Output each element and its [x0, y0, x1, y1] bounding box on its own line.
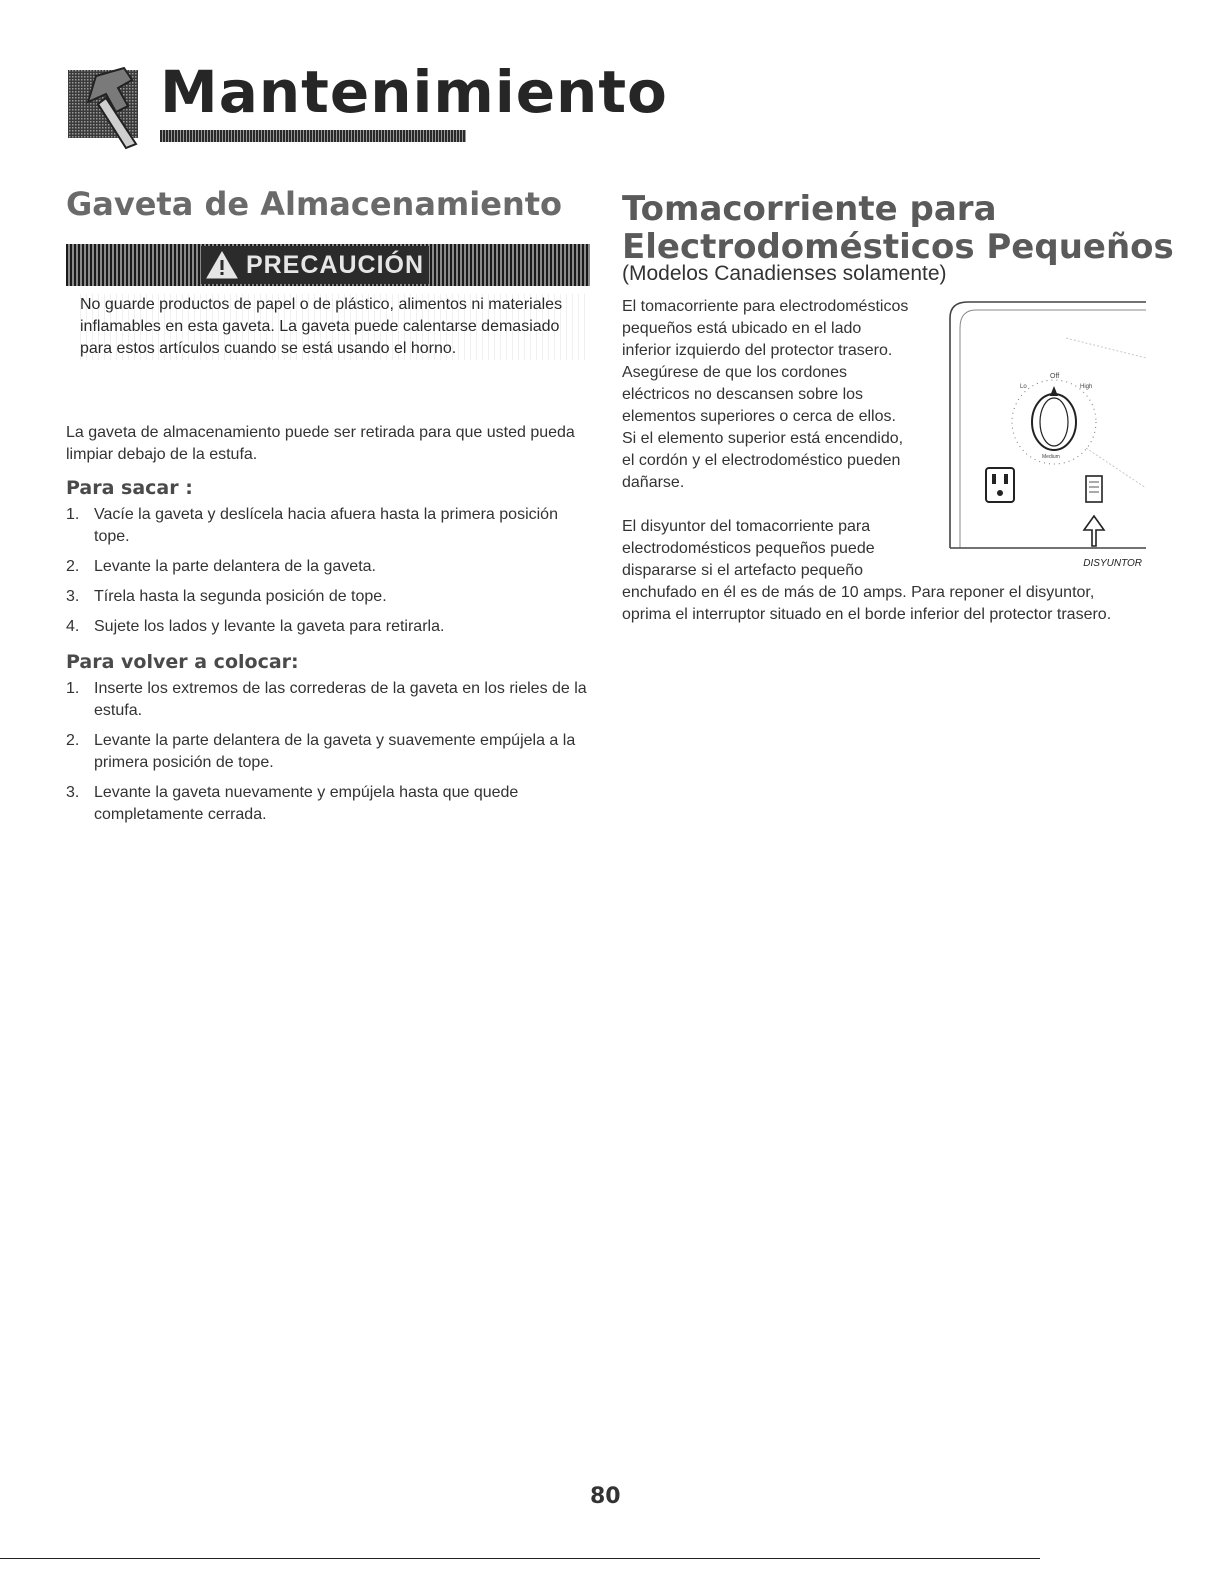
figure-caption: DISYUNTOR — [1083, 558, 1142, 569]
outlet-paragraph-2: El disyuntor del tomacorriente para electrodomésticos pequeños puede dispararse si el artefacto pequeño — [622, 518, 875, 579]
knob-label-medium: Medium — [1042, 454, 1060, 460]
breaker-figure — [946, 298, 1148, 578]
caution-text: No guarde productos de papel o de plástico, alimentos ni materiales inflamables en esta gaveta. La gaveta puede calentarse demasiado para estos artículos cuando se está usando el horno. — [80, 294, 590, 360]
section-subtitle: (Modelos Canadienses solamente) — [622, 262, 947, 285]
page-title: Mantenimiento — [160, 58, 668, 126]
section-title-line-2: Electrodomésticos Pequeños — [622, 227, 1174, 267]
remove-heading: Para sacar : — [66, 477, 193, 499]
arrow-up-icon — [1084, 516, 1104, 546]
outlet-icon — [986, 468, 1014, 502]
caution-banner — [66, 244, 590, 286]
caution-label: PRECAUCIÓN — [245, 250, 425, 279]
list-item: 3. Levante la gaveta nuevamente y empújela hasta que quede completamente cerrada. — [66, 784, 519, 823]
list-item: 3. Tírela hasta la segunda posición de tope. — [66, 588, 387, 605]
knob-label-off: Off — [1050, 373, 1060, 380]
warning-triangle-icon — [206, 251, 238, 279]
list-item: 1. Vacíe la gaveta y deslícela hacia afuera hasta la primera posición tope. — [66, 506, 558, 545]
breaker-switch-icon — [1086, 476, 1102, 502]
outlet-paragraph-2-continued: enchufado en él es de más de 10 amps. Para reponer el disyuntor, oprima el interruptor situado en el borde inferior del protector trasero. — [622, 584, 1112, 623]
title-underline — [160, 130, 466, 142]
control-knob — [1012, 380, 1096, 464]
list-item: 2. Levante la parte delantera de la gaveta. — [66, 558, 376, 575]
knob-label-high: High — [1080, 384, 1093, 390]
section-title-line-1: Tomacorriente para — [622, 189, 997, 229]
caution-badge — [201, 246, 429, 284]
wrench-icon — [66, 58, 152, 150]
list-item: 1. Inserte los extremos de las correderas de la gaveta en los rieles de la estufa. — [66, 680, 587, 719]
list-item: 4. Sujete los lados y levante la gaveta para retirarla. — [66, 618, 445, 635]
remove-steps-list — [66, 504, 590, 646]
replace-steps-list — [66, 678, 590, 834]
outlet-paragraph-1: El tomacorriente para electrodomésticos pequeños está ubicado en el lado inferior izquierdo del protector trasero. Asegúrese de que los cordones eléctricos no descansen sobre los elementos superiores o cerca de ellos. Si el elemento superior está encendido, el cordón y el electrodoméstico pueden dañarse. — [622, 298, 909, 491]
page-number: 80 — [590, 1484, 621, 1509]
list-item: 2. Levante la parte delantera de la gaveta y suavemente empújela a la primera posición de tope. — [66, 732, 576, 771]
replace-heading: Para volver a colocar: — [66, 651, 299, 673]
section-title-storage-drawer: Gaveta de Almacenamiento — [66, 185, 562, 223]
bottom-rule — [0, 1558, 1040, 1559]
knob-label-lo: Lo — [1020, 384, 1027, 390]
section-title-appliance-outlet — [622, 190, 1182, 266]
storage-intro: La gaveta de almacenamiento puede ser retirada para que usted pueda limpiar debajo de la estufa. — [66, 424, 575, 463]
